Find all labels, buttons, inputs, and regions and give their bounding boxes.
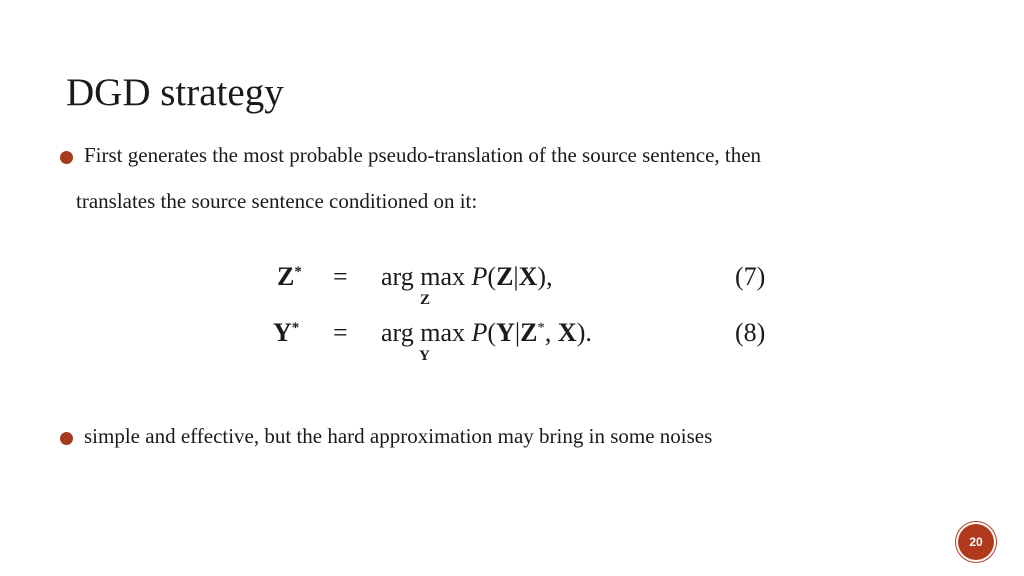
equation-8-rhs: arg max P(Y|Z*, X). bbox=[381, 318, 592, 347]
equation-7-equals: = bbox=[333, 262, 348, 291]
bullet-dot-2 bbox=[60, 432, 73, 445]
equation-7-rhs: arg max P(Z|X), bbox=[381, 262, 553, 291]
page-number-badge bbox=[958, 524, 994, 560]
page-number: 20 bbox=[969, 535, 983, 549]
equation-8-lhs: Y* bbox=[273, 318, 300, 347]
bullet-1-line-1: First generates the most probable pseudo-translation of the source sentence, then bbox=[84, 143, 762, 167]
bullet-2-line-1: simple and effective, but the hard approximation may bring in some noises bbox=[84, 424, 713, 448]
equation-8-argmax-subscript: Y bbox=[419, 348, 430, 364]
equation-7-number: (7) bbox=[735, 262, 766, 291]
equation-7-argmax-subscript: Z bbox=[420, 292, 431, 308]
equation-8-equals: = bbox=[333, 318, 348, 347]
equation-7-lhs: Z* bbox=[277, 262, 302, 291]
bullet-1-line-2: translates the source sentence conditioned on it: bbox=[76, 189, 478, 213]
slide-title: DGD strategy bbox=[66, 71, 284, 114]
bullet-dot-1 bbox=[60, 151, 73, 164]
equation-8-number: (8) bbox=[735, 318, 766, 347]
